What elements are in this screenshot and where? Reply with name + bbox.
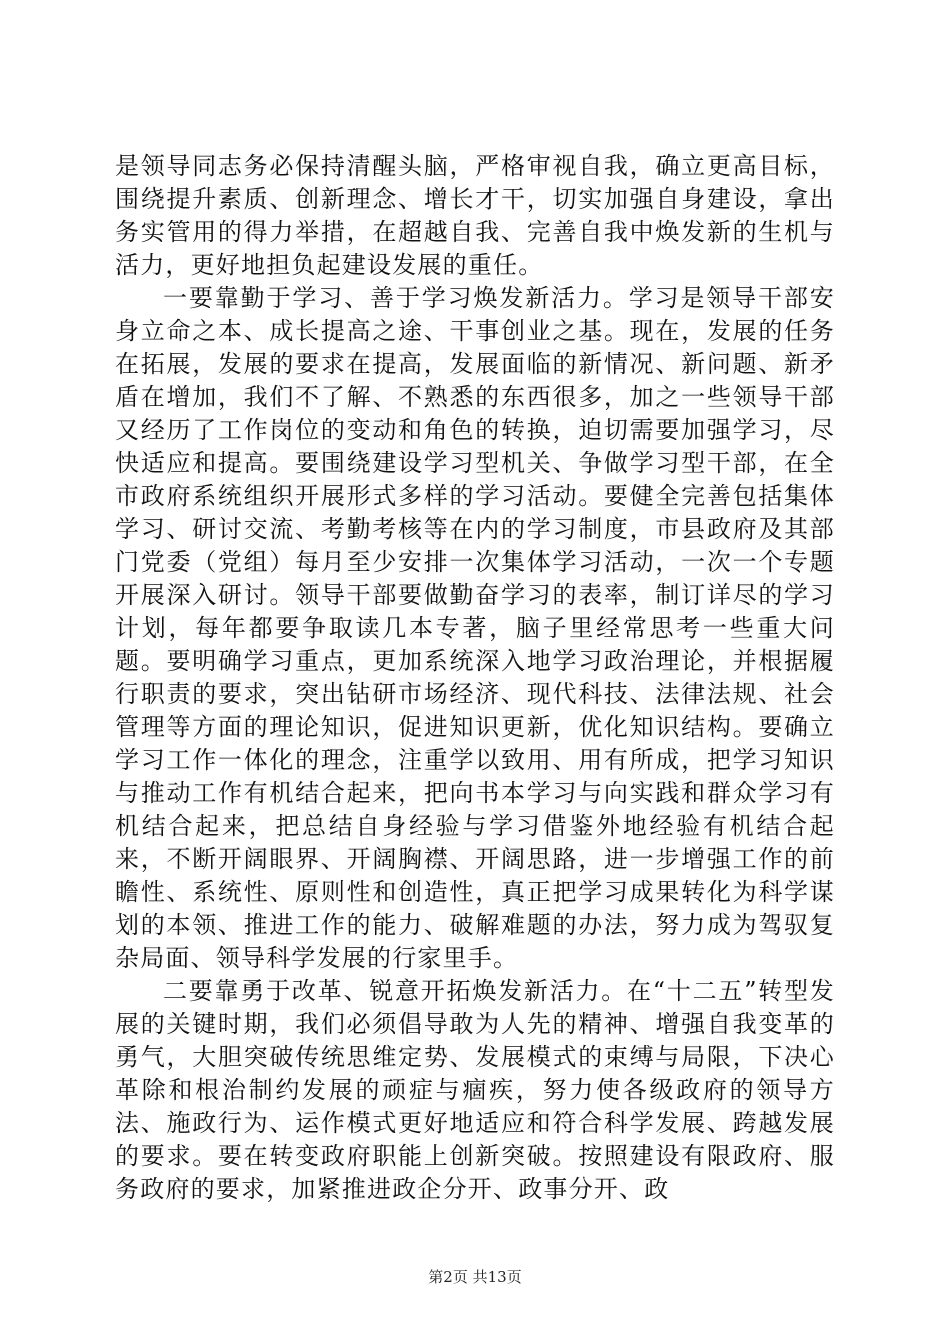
body-text bbox=[115, 150, 835, 1206]
page-footer bbox=[0, 1266, 950, 1287]
page-number-label: 第2页 共13页 bbox=[428, 1268, 522, 1286]
paragraph-reform: 二要靠勇于改革、锐意开拓焕发新活力。在“十二五”转型发展的关键时期，我们必须倡导敢为人先的精神、增强自我变革的勇气，大胆突破传统思维定势、发展模式的束缚与局限，下决心革除和根治制约发展的顽症与痼疾，努力使各级政府的领导方法、施政行为、运作模式更好地适应和符合科学发展、跨越发展的要求。要在转变政府职能上创新突破。按照建设有限政府、服务政府的要求，加紧推进政企分开、政事分开、政 bbox=[115, 977, 835, 1203]
paragraph-study: 一要靠勤于学习、善于学习焕发新活力。学习是领导干部安身立命之本、成长提高之途、干事创业之基。现在，发展的任务在拓展，发展的要求在提高，发展面临的新情况、新问题、新矛盾在增加，我们不了解、不熟悉的东西很多，加之一些领导干部又经历了工作岗位的变动和角色的转换，迫切需要加强学习，尽快适应和提高。要围绕建设学习型机关、争做学习型干部，在全市政府系统组织开展形式多样的学习活动。要健全完善包括集体学习、研讨交流、考勤考核等在内的学习制度，市县政府及其部门党委（党组）每月至少安排一次集体学习活动，一次一个专题开展深入研讨。领导干部要做勤奋学习的表率，制订详尽的学习计划，每年都要争取读几本专著，脑子里经常思考一些重大问题。要明确学习重点，更加系统深入地学习政治理论，并根据履行职责的要求，突出钻研市场经济、现代科技、法律法规、社会管理等方面的理论知识，促进知识更新，优化知识结构。要确立学习工作一体化的理念，注重学以致用、用有所成，把学习知识与推动工作有机结合起来，把向书本学习与向实践和群众学习有机结合起来，把总结自身经验与学习借鉴外地经验有机结合起来，不断开阔眼界、开阔胸襟、开阔思路，进一步增强工作的前瞻性、系统性、原则性和创造性，真正把学习成果转化为科学谋划的本领、推进工作的能力、破解难题的办法，努力成为驾驭复杂局面、领导科学发展的行家里手。 bbox=[115, 284, 835, 972]
paragraph-continuation: 是领导同志务必保持清醒头脑，严格审视自我，确立更高目标，围绕提升素质、创新理念、增长才干，切实加强自身建设，拿出务实管用的得力举措，在超越自我、完善自我中焕发新的生机与活力，更好地担负起建设发展的重任。 bbox=[115, 152, 835, 279]
